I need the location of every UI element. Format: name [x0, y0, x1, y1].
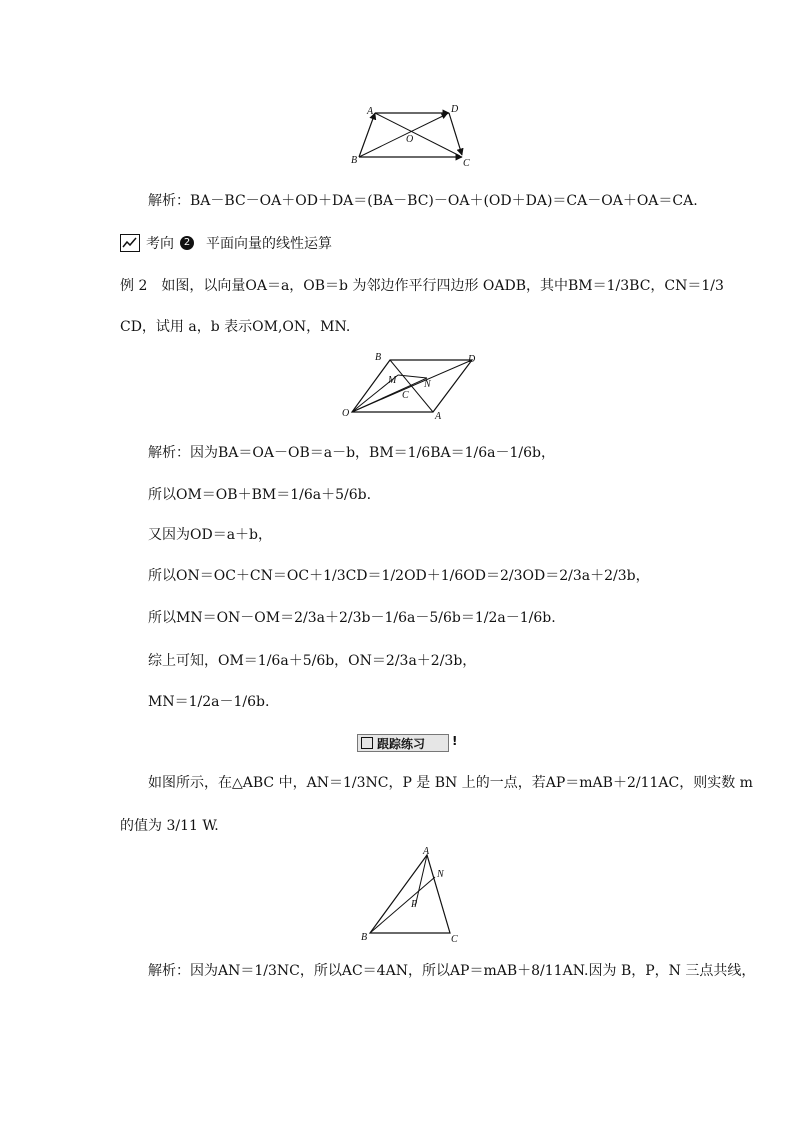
label-O: O — [342, 408, 350, 419]
label-N: N — [437, 869, 444, 880]
trend-icon — [120, 234, 140, 252]
figure-triangle — [355, 845, 470, 945]
label-N: N — [424, 379, 431, 390]
label-D: D — [451, 104, 459, 115]
label-B: B — [375, 352, 382, 363]
label-A: A — [367, 106, 374, 117]
figure-parallelogram — [340, 350, 485, 422]
label-P: P — [411, 899, 418, 910]
label-A: A — [423, 846, 430, 857]
solution2-line4: 所以ON＝OC＋CN＝OC＋1/3CD＝1/2OD＋1/6OD＝2/3OD＝2/3a＋2/3b， — [148, 568, 650, 584]
problem-line2: 的值为 3/11 W. — [120, 818, 219, 834]
label-M: M — [388, 375, 397, 386]
example2-line2: CD，试用 a，b 表示OM,ON，MN. — [120, 319, 351, 335]
notebook-icon — [361, 737, 373, 749]
solution2-line7: MN＝1/2a－1/6b. — [148, 694, 270, 710]
label-B: B — [351, 155, 358, 166]
solution2-line6: 综上可知，OM＝1/6a＋5/6b，ON＝2/3a＋2/3b， — [148, 653, 477, 669]
problem-line1: 如图所示，在△ABC 中，AN＝1/3NC，P 是 BN 上的一点，若AP＝mAB＋2/11AC，则实数 m — [148, 775, 753, 791]
figure-trapezoid — [345, 100, 475, 170]
solution2-line1: 解析：因为BA＝OA－OB＝a－b，BM＝1/6BA＝1/6a－1/6b， — [148, 445, 555, 461]
label-C: C — [463, 158, 470, 169]
section-prefix: 考向 — [146, 236, 174, 252]
practice-label: 跟踪练习 — [377, 736, 426, 751]
solution2-line3: 又因为OD＝a＋b， — [148, 527, 273, 543]
label-D: D — [468, 354, 476, 365]
label-A: A — [435, 411, 442, 422]
label-O: O — [406, 134, 414, 145]
exclamation-mark: ! — [452, 734, 458, 748]
practice-header — [357, 734, 449, 752]
solution-1: 解析：BA－BC－OA＋OD＋DA＝(BA－BC)－OA＋(OD＋DA)＝CA－OA＋OA＝CA. — [148, 193, 698, 209]
solution2-line5: 所以MN＝ON－OM＝2/3a＋2/3b－1/6a－5/6b＝1/2a－1/6b. — [148, 610, 556, 626]
example2-line1: 例 2 如图，以向量OA＝a，OB＝b 为邻边作平行四边形 OADB，其中BM＝1/3BC，CN＝1/3 — [120, 278, 724, 294]
solution-3: 解析：因为AN＝1/3NC，所以AC＝4AN，所以AP＝mAB＋8/11AN.因为 B，P，N 三点共线， — [148, 963, 756, 979]
label-C: C — [451, 934, 458, 945]
label-B: B — [361, 932, 368, 943]
solution2-line2: 所以OM＝OB＋BM＝1/6a＋5/6b. — [148, 487, 372, 503]
section-heading — [120, 233, 332, 253]
section-badge: 2 — [180, 236, 194, 250]
section-title: 平面向量的线性运算 — [206, 236, 332, 252]
label-C: C — [402, 390, 409, 401]
